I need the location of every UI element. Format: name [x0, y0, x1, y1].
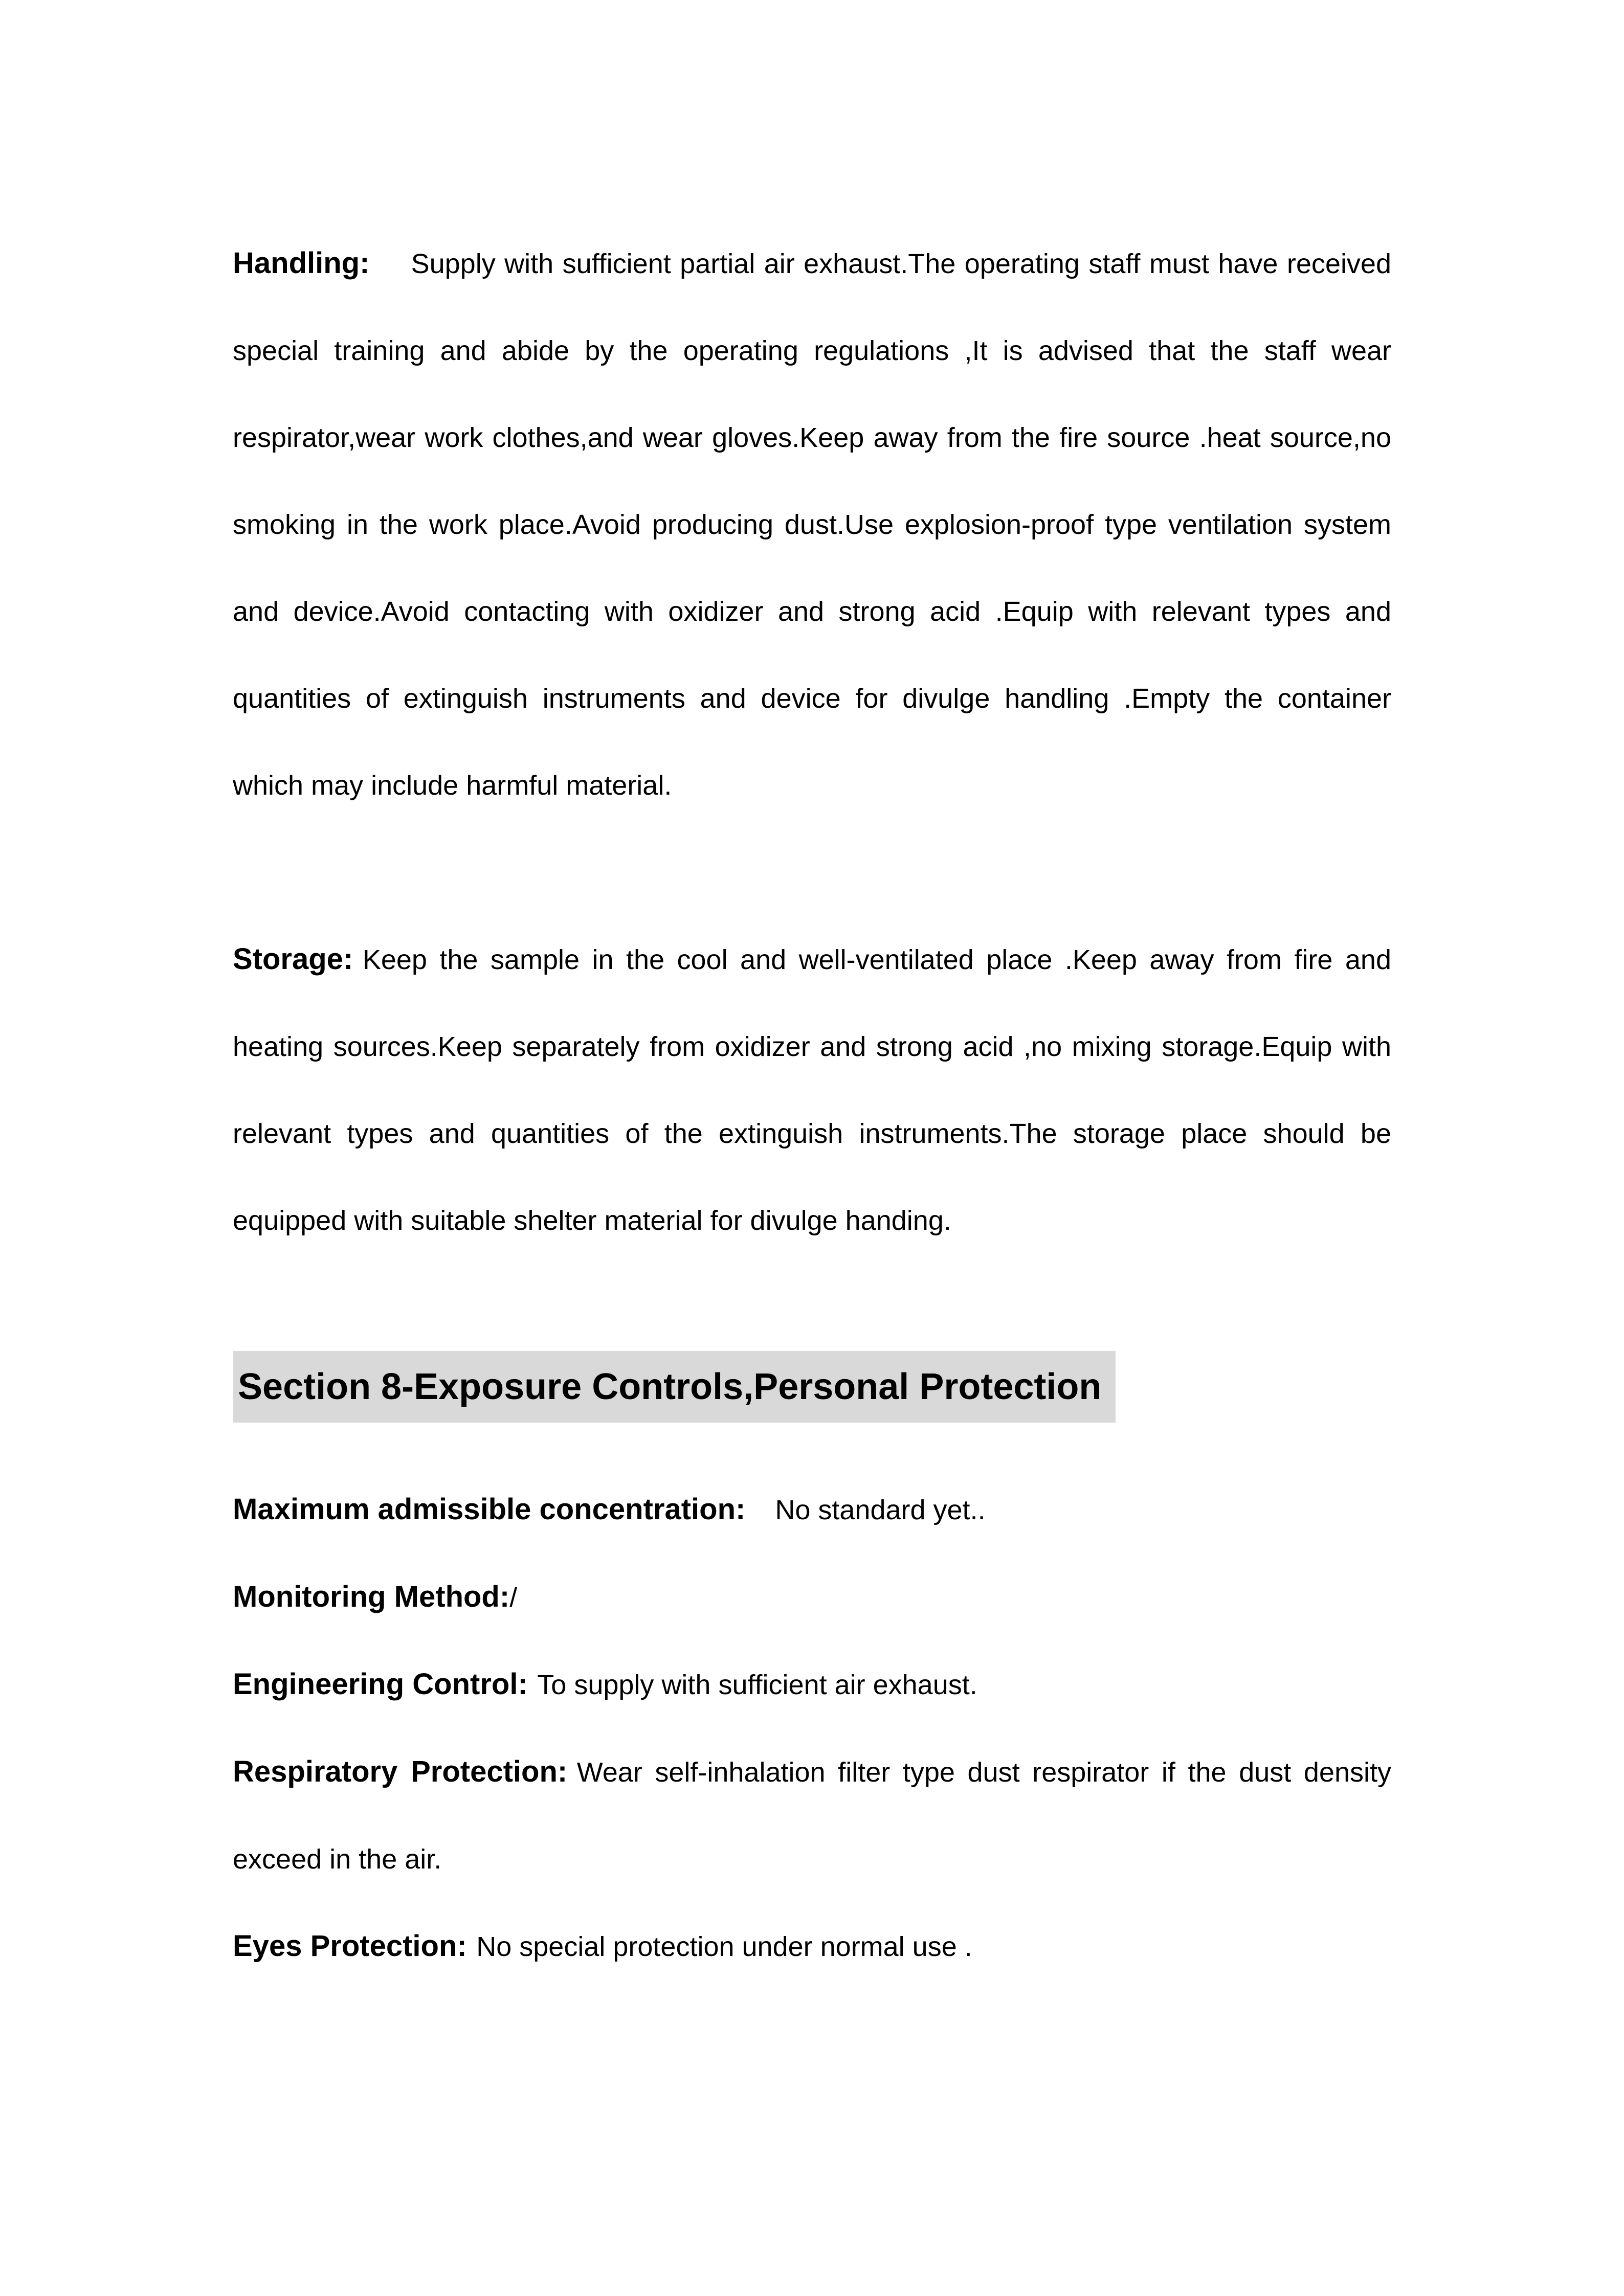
storage-text: Keep the sample in the cool and well-ventilated place .Keep away from fire and heating sources.Keep separately from oxidizer and strong acid ,no mixing storage.Equip with relevant types and quantities of the extinguish instruments.The storage place should be equipped with suitable shelter material for divulge handing.: [233, 944, 1391, 1236]
eyes-protection-row: [233, 1903, 1391, 1990]
monitoring-method-row: [233, 1554, 1391, 1641]
storage-label: Storage:: [233, 942, 353, 976]
respiratory-protection-row: [233, 1728, 1391, 1903]
section8-heading: [233, 1351, 1391, 1423]
storage-paragraph: [233, 916, 1391, 1264]
engineering-control-row: [233, 1641, 1391, 1728]
respiratory-protection-value: Wear self-inhalation filter type dust respirator if the dust density exceed in the air.: [233, 1757, 1391, 1875]
respiratory-protection-label: Respiratory Protection:: [233, 1755, 568, 1788]
max-admissible-concentration-label: Maximum admissible concentration:: [233, 1493, 746, 1526]
handling-paragraph: [233, 220, 1391, 829]
monitoring-method-value: /: [509, 1582, 518, 1613]
eyes-protection-value: No special protection under normal use .: [476, 1931, 972, 1962]
max-admissible-concentration-value: No standard yet..: [775, 1495, 986, 1525]
engineering-control-label: Engineering Control:: [233, 1668, 528, 1701]
engineering-control-value: To supply with sufficient air exhaust.: [537, 1670, 977, 1700]
monitoring-method-label: Monitoring Method:: [233, 1580, 510, 1613]
max-admissible-concentration-row: [233, 1466, 1391, 1554]
eyes-protection-label: Eyes Protection:: [233, 1929, 467, 1963]
handling-text: Supply with sufficient partial air exhaust.The operating staff must have received special training and abide by the operating regulations ,It is advised that the staff wear respirator,wear work clothes,and wear gloves.Keep away from the fire source .heat source,no smoking in the work place.Avoid producing dust.Use explosion-proof type ventilation system and device.Avoid contacting with oxidizer and strong acid .Equip with relevant types and quantities of extinguish instruments and device for divulge handling .Empty the container which may include harmful material.: [233, 249, 1391, 801]
section8-heading-text: Section 8-Exposure Controls,Personal Protection: [233, 1351, 1116, 1423]
handling-label: Handling:: [233, 246, 370, 280]
